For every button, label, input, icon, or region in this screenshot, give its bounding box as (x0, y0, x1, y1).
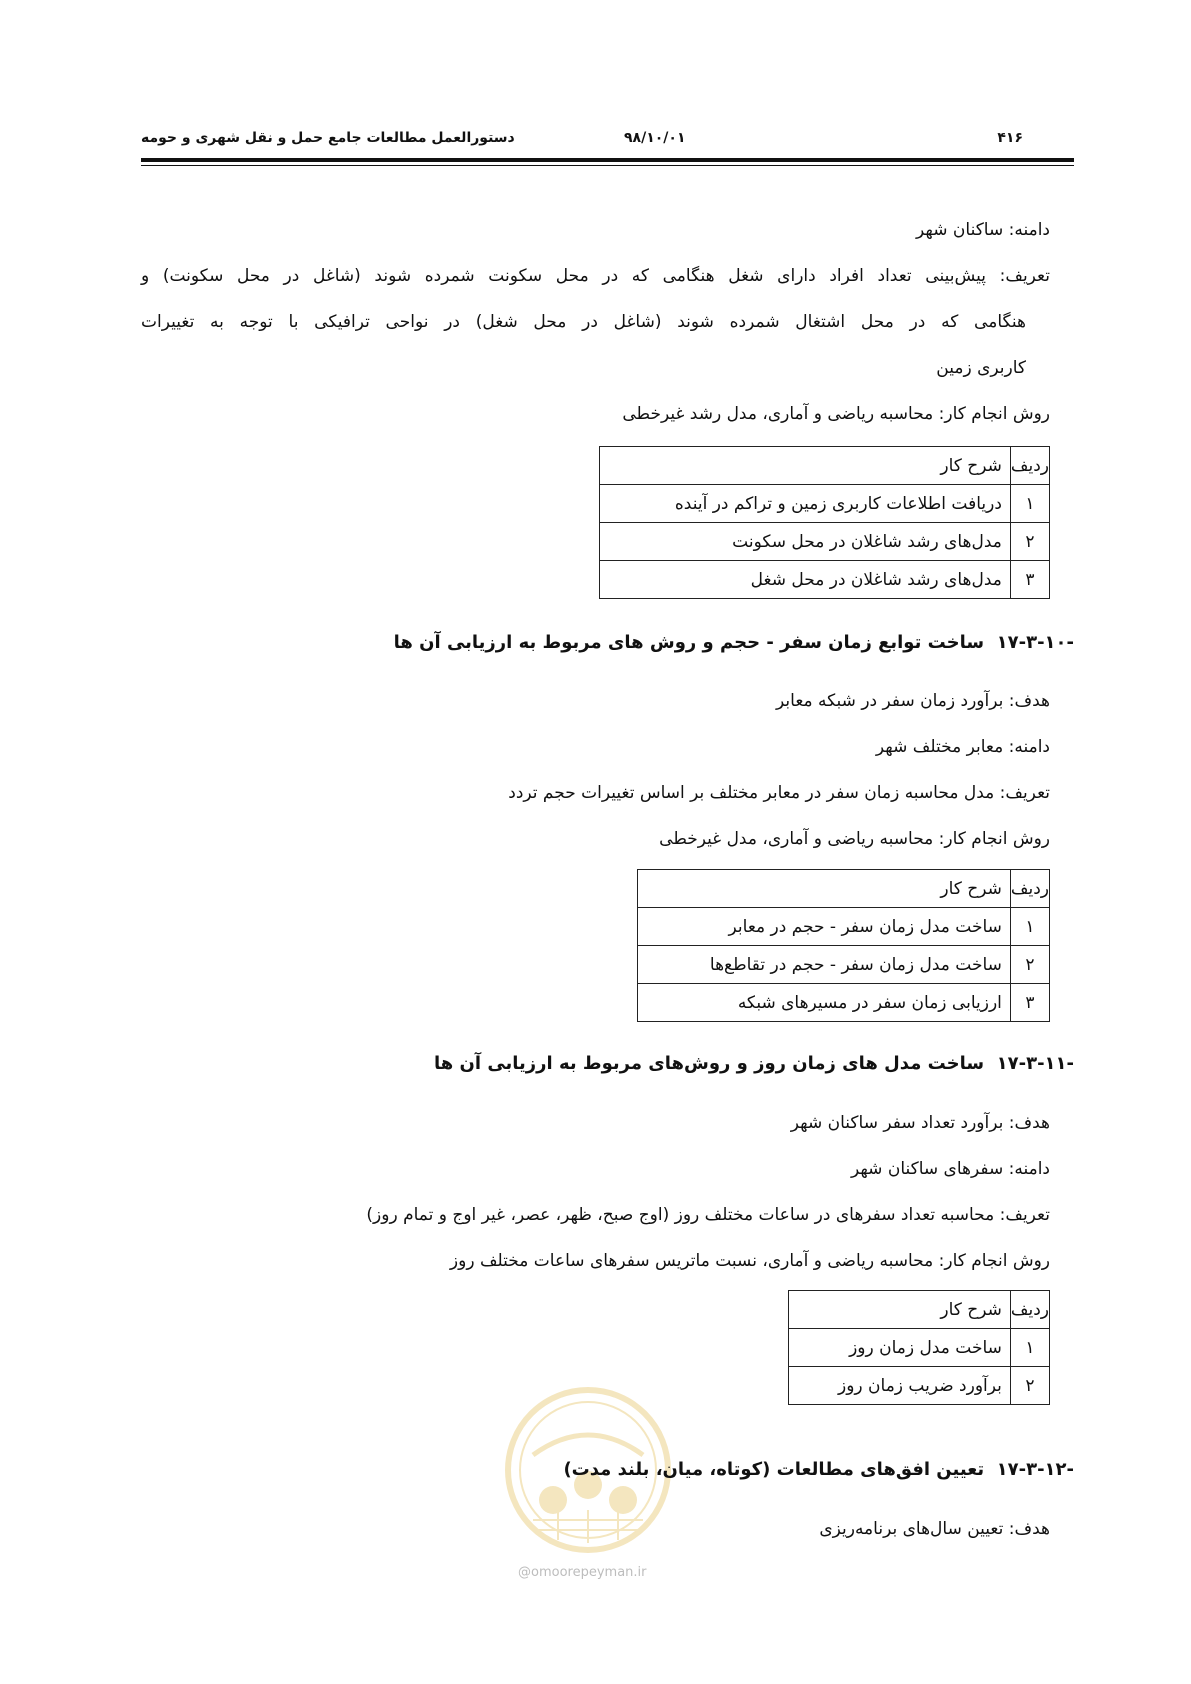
table-row (600, 561, 1050, 599)
row-index: ۲ (1010, 946, 1049, 984)
row-index: ۲ (1010, 1367, 1049, 1405)
table-header-row (789, 1291, 1050, 1329)
section-11-domain: دامنه: سفرهای ساکنان شهر (850, 1159, 1050, 1179)
section-title: ساخت توابع زمان سفر - حجم و روش های مربوط به ارزیابی آن ها (393, 632, 985, 653)
section-11-definition: تعریف: محاسبه تعداد سفرهای در ساعات مختلف روز (اوج صبح، ظهر، عصر، غیر اوج و تمام روز) (366, 1205, 1050, 1225)
row-index: ۳ (1010, 984, 1049, 1022)
row-index: ۱ (1010, 1329, 1049, 1367)
table-row (789, 1367, 1050, 1405)
row-index: ۲ (1010, 523, 1049, 561)
section-10-method: روش انجام کار: محاسبه ریاضی و آماری، مدل غیرخطی (659, 829, 1050, 849)
table-row (600, 523, 1050, 561)
col-index-header: ردیف (1010, 1291, 1049, 1329)
row-index: ۱ (1010, 485, 1049, 523)
header-rule-thin (141, 165, 1074, 166)
col-desc-header: شرح کار (789, 1291, 1011, 1329)
watermark-url: @omoorepeyman.ir (518, 1565, 647, 1580)
section-12-heading (563, 1456, 1074, 1484)
section-11-goal: هدف: برآورد تعداد سفر ساکنان شهر (790, 1113, 1050, 1133)
col-index-header: ردیف (1010, 447, 1049, 485)
section-11-method: روش انجام کار: محاسبه ریاضی و آماری، نسبت ماتریس سفرهای ساعات مختلف روز (449, 1251, 1050, 1271)
section-12-goal: هدف: تعیین سال‌های برنامه‌ریزی (819, 1519, 1050, 1539)
section-10-definition: تعریف: مدل محاسبه زمان سفر در معابر مختلف بر اساس تغییرات حجم تردد (508, 783, 1050, 803)
intro-definition-line-2: هنگامی که در محل اشتغال شمرده شوند (شاغل در محل شغل) در نواحی ترافیکی با توجه به تغییرات (141, 312, 1026, 332)
header-date: ۹۸/۱۰/۰۱ (624, 130, 686, 146)
col-desc-header: شرح کار (638, 870, 1011, 908)
table-header-row (638, 870, 1050, 908)
table-row (638, 984, 1050, 1022)
row-desc: مدل‌های رشد شاغلان در محل شغل (600, 561, 1011, 599)
row-desc: ساخت مدل زمان سفر - حجم در معابر (638, 908, 1011, 946)
table-header-row (600, 447, 1050, 485)
row-desc: ارزیابی زمان سفر در مسیرهای شبکه (638, 984, 1011, 1022)
section-11-heading (434, 1050, 1074, 1078)
intro-task-table (599, 446, 1050, 599)
col-desc-header: شرح کار (600, 447, 1011, 485)
row-desc: دریافت اطلاعات کاربری زمین و تراکم در آینده (600, 485, 1011, 523)
row-index: ۱ (1010, 908, 1049, 946)
header-title: دستورالعمل مطالعات جامع حمل و نقل شهری و حومه (141, 130, 515, 146)
page-header (0, 130, 1191, 152)
section-title: ساخت مدل های زمان روز و روش‌های مربوط به ارزیابی آن ها (434, 1053, 985, 1074)
table-row (789, 1329, 1050, 1367)
section-title: تعیین افق‌های مطالعات (کوتاه، میان، بلند مدت) (563, 1459, 985, 1480)
header-rule (141, 158, 1074, 162)
intro-definition-line-3: کاربری زمین (936, 358, 1026, 378)
row-desc: ساخت مدل زمان سفر - حجم در تقاطع‌ها (638, 946, 1011, 984)
row-desc: مدل‌های رشد شاغلان در محل سکونت (600, 523, 1011, 561)
table-row (600, 485, 1050, 523)
section-11-task-table (788, 1290, 1050, 1405)
section-number: ۱۷-۳-۱۰- (996, 632, 1074, 653)
section-10-task-table (637, 869, 1050, 1022)
row-desc: ساخت مدل زمان روز (789, 1329, 1011, 1367)
intro-definition-line-1: تعریف: پیش‌بینی تعداد افراد دارای شغل هنگامی که در محل سکونت شمرده شوند (شاغل در محل سکونت) و (141, 266, 1050, 286)
section-10-goal: هدف: برآورد زمان سفر در شبکه معابر (776, 691, 1050, 711)
section-10-domain: دامنه: معابر مختلف شهر (875, 737, 1050, 757)
row-desc: برآورد ضریب زمان روز (789, 1367, 1011, 1405)
intro-method: روش انجام کار: محاسبه ریاضی و آماری، مدل رشد غیرخطی (622, 404, 1050, 424)
row-index: ۳ (1010, 561, 1049, 599)
intro-domain: دامنه: ساکنان شهر (916, 220, 1050, 240)
section-10-heading (394, 629, 1074, 657)
section-number: ۱۷-۳-۱۲- (996, 1459, 1074, 1480)
table-row (638, 946, 1050, 984)
section-number: ۱۷-۳-۱۱- (996, 1053, 1074, 1074)
page-number: ۴۱۶ (997, 130, 1023, 146)
col-index-header: ردیف (1010, 870, 1049, 908)
table-row (638, 908, 1050, 946)
